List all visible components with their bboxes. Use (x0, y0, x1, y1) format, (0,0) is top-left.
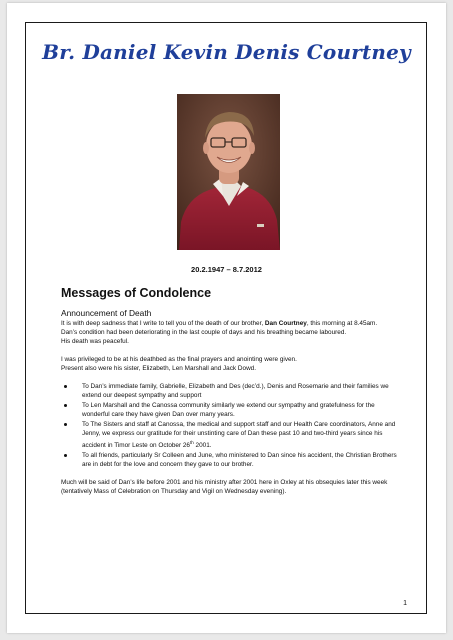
superscript: th (190, 440, 194, 445)
paragraph-text: It is with deep sadness that I write to tell you of the death of our brother, (61, 320, 265, 327)
bullet-icon (64, 423, 67, 426)
bullet-icon (64, 454, 67, 457)
bullet-icon (64, 404, 67, 407)
subheading: Announcement of Death (61, 308, 152, 318)
closing-paragraph: Much will be said of Dan’s life before 2001 and his ministry after 2001 here in Oxley at his obsequies later this week (tentatively Mass of Celebration on Thursday and Vigil on Wednesday evening). (61, 479, 388, 496)
list-item-text: To Len Marshall and the Canossa community similarly we extend our sympathy and gratefulness for the wonderful care they have given Dan over many years. (82, 402, 375, 418)
bullet-icon (64, 385, 67, 388)
paragraph-text: , this morning at 8.45am. (306, 320, 378, 327)
paragraph: Present also were his sister, Elizabeth, Len Marshall and Jack Dowd. (61, 365, 257, 372)
list-item (61, 382, 401, 400)
portrait-image (177, 94, 280, 250)
section-heading: Messages of Condolence (61, 286, 212, 300)
paragraph: Dan’s condition had been deteriorating in the last couple of days and his breathing became laboured. (61, 329, 347, 336)
list-item (61, 451, 401, 469)
paragraph: I was privileged to be at his deathbed as the final prayers and anointing were given. (61, 356, 297, 363)
list-item (61, 401, 401, 419)
deceased-name: Dan Courtney (264, 320, 307, 327)
list-item-text: To Dan’s immediate family, Gabrielle, Elizabeth and Des (dec’d.), Denis and Rosemarie and their families we extend our deepest sympathy and support (82, 383, 389, 399)
document-body (61, 308, 401, 496)
paragraph (61, 319, 401, 328)
condolence-list (61, 382, 401, 469)
list-item (61, 420, 401, 450)
list-item-text: 2001. (193, 442, 212, 450)
document-title: Br. Daniel Kevin Denis Courtney (42, 40, 411, 64)
document-page (7, 3, 446, 633)
list-item-text: To The Sisters and staff at Canossa, the medical and support staff and our Health Care coordinators, Anne and Jenny, we express our gratitude for their unstinting care of Dan these past 10 and two-third years since his accident in Timor Leste on October 26 (82, 421, 396, 450)
paragraph: His death was peaceful. (61, 338, 129, 345)
portrait-photo (177, 94, 280, 250)
life-dates: 20.2.1947 – 8.7.2012 (191, 265, 262, 274)
list-item-text: To all friends, particularly Sr Colleen and June, who ministered to Dan since his accident, the Christian Brothers are in debt for the love and concern they gave to our brother. (82, 452, 397, 469)
page-number: 1 (403, 600, 407, 607)
